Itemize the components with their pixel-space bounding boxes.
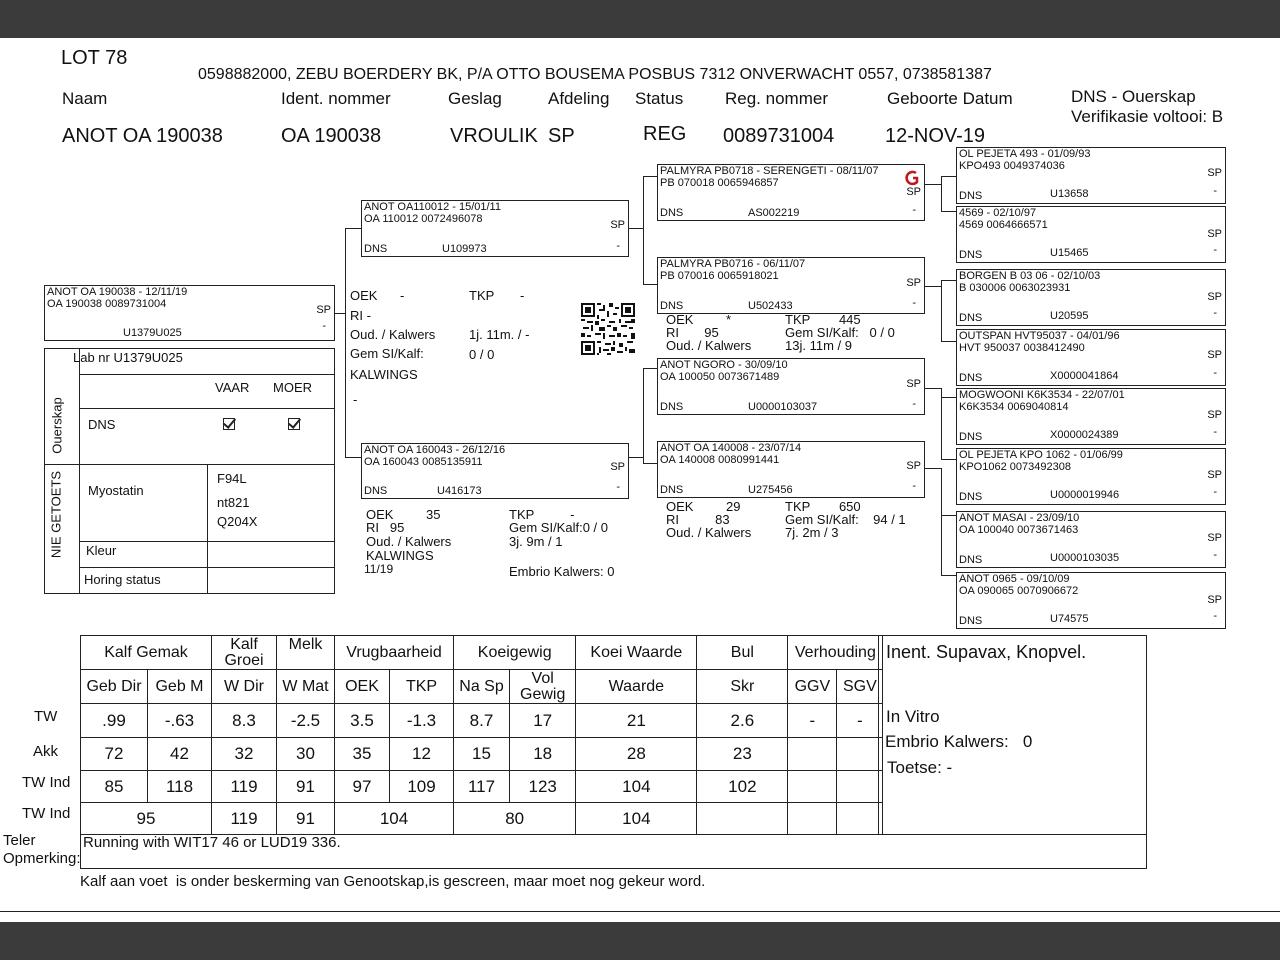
grandparent-2-gem: Gem SI/Kalf: 0 / 0 bbox=[785, 325, 895, 340]
great-grandparent-8-box bbox=[956, 572, 1226, 629]
lab-ouerskap: Ouerskap bbox=[49, 397, 65, 454]
teler-remark-text: Running with WIT17 46 or LUD19 336. bbox=[83, 834, 341, 851]
great-grandparent-4-dns: X0000041864 bbox=[1050, 370, 1119, 382]
sire-oud-value: 1j. 11m. / - bbox=[469, 327, 530, 342]
twind-cell bbox=[788, 771, 837, 803]
sire-name: ANOT OA110012 - 15/01/11 bbox=[364, 201, 501, 213]
great-grandparent-6-dns-label: DNS bbox=[959, 491, 983, 503]
twind-cell: 102 bbox=[697, 771, 788, 803]
col-oek: OEK bbox=[335, 670, 390, 704]
great-grandparent-7-sp: SP bbox=[1207, 532, 1222, 544]
twind-cell: 119 bbox=[212, 771, 277, 803]
red-g-logo-icon bbox=[905, 170, 921, 186]
sire-dash: - bbox=[616, 240, 620, 252]
twind2-cell bbox=[697, 803, 788, 835]
twind-cell: 123 bbox=[510, 771, 576, 803]
lab-moer: MOER bbox=[273, 380, 312, 395]
footnote: Kalf aan voet is onder beskerming van Genootskap,is gescreen, maar moet nog gekeur word. bbox=[80, 873, 706, 890]
value-geboorte: 12-NOV-19 bbox=[885, 125, 986, 147]
value-status: REG bbox=[643, 123, 687, 145]
great-grandparent-3-sp: SP bbox=[1207, 291, 1222, 303]
value-afdeling: SP bbox=[548, 125, 575, 147]
tw-cell: - bbox=[788, 704, 837, 738]
value-naam: ANOT OA 190038 bbox=[62, 125, 223, 147]
grandparent-2-oud: Oud. / Kalwers bbox=[666, 338, 752, 353]
qr-code bbox=[581, 303, 635, 355]
great-grandparent-7-ids: OA 100040 0073671463 bbox=[959, 524, 1079, 536]
header-naam: Naam bbox=[62, 89, 108, 108]
twind-cell: 117 bbox=[454, 771, 510, 803]
great-grandparent-8-dash: - bbox=[1213, 610, 1217, 622]
grandparent-2-sp: SP bbox=[906, 277, 921, 289]
great-grandparent-5-dash: - bbox=[1213, 426, 1217, 438]
teler-label: Teler bbox=[3, 832, 36, 849]
tw-cell: -.63 bbox=[148, 704, 212, 738]
akk-cell: 42 bbox=[148, 738, 212, 771]
row-label-tw-ind-2: TW Ind bbox=[22, 805, 71, 822]
akk-cell bbox=[788, 738, 837, 771]
twind2-cell: 119 bbox=[212, 803, 277, 835]
lab-nie-getoets: NIE GETOETS bbox=[48, 470, 64, 559]
dam-ri: RI 95 bbox=[366, 520, 405, 535]
lab-number: Lab nr U1379U025 bbox=[73, 350, 183, 365]
great-grandparent-8-dns: U74575 bbox=[1050, 613, 1089, 625]
col-sgv: SGV bbox=[837, 670, 883, 704]
great-grandparent-4-ids: HVT 950037 0038412490 bbox=[959, 342, 1085, 354]
lab-m3: Q204X bbox=[217, 514, 258, 529]
twind-cell: 118 bbox=[148, 771, 212, 803]
row-label-tw-ind: TW Ind bbox=[22, 774, 71, 791]
great-grandparent-4-sp: SP bbox=[1207, 349, 1222, 361]
group-koeigewig: Koeigewig bbox=[454, 636, 576, 670]
great-grandparent-1-box bbox=[956, 147, 1226, 204]
header-reg: Reg. nommer bbox=[725, 89, 828, 108]
great-grandparent-3-ids: B 030006 0063023931 bbox=[959, 282, 1071, 294]
dam-dns-label: DNS bbox=[364, 485, 388, 497]
great-grandparent-2-sp: SP bbox=[1207, 228, 1222, 240]
lab-m1: F94L bbox=[217, 471, 247, 486]
great-grandparent-5-ids: K6K3534 0069040814 bbox=[959, 401, 1069, 413]
grandparent-2-name: PALMYRA PB0716 - 06/11/07 bbox=[660, 258, 806, 270]
sire-ri: RI - bbox=[350, 308, 371, 323]
grandparent-1-dash: - bbox=[912, 204, 916, 216]
opmerking-label: Opmerking: bbox=[3, 850, 81, 867]
lab-dns: DNS bbox=[88, 417, 116, 432]
animal-dash: - bbox=[322, 320, 326, 332]
grandparent-4-oud-value: 7j. 2m / 3 bbox=[785, 525, 839, 540]
sire-oek-value: - bbox=[400, 288, 405, 303]
grandparent-4-box bbox=[657, 441, 925, 498]
row-label-akk: Akk bbox=[33, 743, 59, 760]
great-grandparent-8-ids: OA 090065 0070906672 bbox=[959, 585, 1079, 597]
grandparent-1-sp: SP bbox=[906, 186, 921, 198]
group-koei-waarde: Koei Waarde bbox=[576, 636, 697, 670]
great-grandparent-7-dns: U0000103035 bbox=[1050, 552, 1120, 564]
animal-ids: OA 190038 0089731004 bbox=[47, 298, 167, 310]
dam-dns: U416173 bbox=[437, 485, 482, 497]
sire-kalwings-dash: - bbox=[353, 392, 358, 407]
grandparent-2-dns: U502433 bbox=[748, 300, 793, 312]
great-grandparent-2-dns-label: DNS bbox=[959, 249, 983, 261]
grandparent-4-name: ANOT OA 140008 - 23/07/14 bbox=[660, 442, 802, 454]
tw-cell: -2.5 bbox=[277, 704, 335, 738]
header-status: Status bbox=[635, 89, 684, 108]
tw-cell: 8.7 bbox=[454, 704, 510, 738]
dam-oud-value: 3j. 9m / 1 bbox=[509, 534, 563, 549]
great-grandparent-1-dns-label: DNS bbox=[959, 190, 983, 202]
grandparent-4-gem: Gem SI/Kalf: 94 / 1 bbox=[785, 512, 906, 527]
great-grandparent-2-dash: - bbox=[1213, 244, 1217, 256]
grandparent-3-ids: OA 100050 0073671489 bbox=[660, 371, 780, 383]
sire-tkp-value: - bbox=[520, 288, 525, 303]
sire-box bbox=[361, 200, 629, 257]
twind2-cell bbox=[837, 803, 883, 835]
grandparent-3-dns-label: DNS bbox=[660, 401, 684, 413]
vaar-check-icon bbox=[223, 418, 235, 430]
lab-m2: nt821 bbox=[217, 495, 250, 510]
akk-cell: 32 bbox=[212, 738, 277, 771]
lab-horing: Horing status bbox=[84, 572, 161, 587]
grandparent-2-dash: - bbox=[912, 297, 916, 309]
lab-kleur: Kleur bbox=[86, 543, 117, 558]
grandparent-2-oek: OEK * bbox=[666, 312, 732, 327]
grandparent-3-dns: U0000103037 bbox=[748, 401, 818, 413]
grandparent-3-sp: SP bbox=[906, 378, 921, 390]
grandparent-1-dns-label: DNS bbox=[660, 207, 684, 219]
col-tkp: TKP bbox=[390, 670, 454, 704]
sire-kalwings: KALWINGS bbox=[350, 367, 418, 382]
great-grandparent-2-dns: U15465 bbox=[1050, 247, 1089, 259]
bottom-bar bbox=[0, 922, 1280, 960]
great-grandparent-2-box bbox=[956, 206, 1226, 263]
akk-cell: 15 bbox=[454, 738, 510, 771]
sire-gem: Gem SI/Kalf: bbox=[350, 346, 424, 361]
grandparent-1-name: PALMYRA PB0718 - SERENGETI - 08/11/07 bbox=[660, 165, 879, 177]
great-grandparent-3-box bbox=[956, 269, 1226, 326]
great-grandparent-6-dns: U0000019946 bbox=[1050, 489, 1120, 501]
dam-dash: - bbox=[616, 481, 620, 493]
moer-check-icon bbox=[288, 418, 300, 430]
sire-oud: Oud. / Kalwers bbox=[350, 327, 436, 342]
great-grandparent-1-ids: KPO493 0049374036 bbox=[959, 160, 1065, 172]
header-geslag: Geslag bbox=[448, 89, 502, 108]
great-grandparent-5-sp: SP bbox=[1207, 409, 1222, 421]
owner-info: 0598882000, ZEBU BOERDERY BK, P/A OTTO BOUSEMA POSBUS 7312 ONVERWACHT 0557, 0738581387 bbox=[198, 66, 992, 83]
great-grandparent-8-name: ANOT 0965 - 09/10/09 bbox=[959, 573, 1070, 585]
twind2-cell: 104 bbox=[335, 803, 454, 835]
twind2-cell: 95 bbox=[81, 803, 212, 835]
group-bul: Bul bbox=[697, 636, 788, 670]
sire-oek: OEK bbox=[350, 288, 378, 303]
dam-gem: Gem SI/Kalf:0 / 0 bbox=[509, 520, 608, 535]
great-grandparent-3-name: BORGEN B 03 06 - 02/10/03 bbox=[959, 270, 1101, 282]
twind-cell: 85 bbox=[81, 771, 148, 803]
animal-sp: SP bbox=[316, 304, 331, 316]
sire-tkp: TKP bbox=[469, 288, 495, 303]
tw-cell: - bbox=[837, 704, 883, 738]
sire-sp: SP bbox=[610, 219, 625, 231]
col-geb-dir: Geb Dir bbox=[81, 670, 148, 704]
header-verifikasie: Verifikasie voltooi: B bbox=[1071, 107, 1224, 126]
col-na-sp: Na Sp bbox=[454, 670, 510, 704]
tw-cell: 2.6 bbox=[697, 704, 788, 738]
header-ident: Ident. nommer bbox=[281, 89, 391, 108]
great-grandparent-6-dash: - bbox=[1213, 486, 1217, 498]
grandparent-1-box bbox=[657, 164, 925, 221]
grandparent-2-ids: PB 070016 0065918021 bbox=[660, 270, 779, 282]
twind-cell: 91 bbox=[277, 771, 335, 803]
tw-cell: 21 bbox=[576, 704, 697, 738]
dam-name: ANOT OA 160043 - 26/12/16 bbox=[364, 444, 506, 456]
great-grandparent-6-ids: KPO1062 0073492308 bbox=[959, 461, 1071, 473]
tw-cell: -1.3 bbox=[390, 704, 454, 738]
great-grandparent-1-dns: U13658 bbox=[1050, 188, 1089, 200]
grandparent-2-ri: RI 95 bbox=[666, 325, 719, 340]
dam-kalwings: KALWINGS bbox=[366, 548, 434, 563]
dam-embrio: Embrio Kalwers: 0 bbox=[509, 564, 615, 579]
great-grandparent-1-dash: - bbox=[1213, 185, 1217, 197]
great-grandparent-4-dns-label: DNS bbox=[959, 372, 983, 384]
great-grandparent-3-dash: - bbox=[1213, 307, 1217, 319]
animal-name: ANOT OA 190038 - 12/11/19 bbox=[47, 286, 188, 298]
grandparent-4-dns: U275456 bbox=[748, 484, 793, 496]
toetse-text: Toetse: - bbox=[887, 758, 953, 777]
group-kalf-groei: Kalf Groei bbox=[212, 636, 277, 670]
grandparent-4-dns-label: DNS bbox=[660, 484, 684, 496]
great-grandparent-4-name: OUTSPAN HVT95037 - 04/01/96 bbox=[959, 330, 1120, 342]
akk-cell: 35 bbox=[335, 738, 390, 771]
great-grandparent-5-name: MOGWOONI K6K3534 - 22/07/01 bbox=[959, 389, 1125, 401]
great-grandparent-1-name: OL PEJETA 493 - 01/09/93 bbox=[959, 148, 1091, 160]
akk-cell: 28 bbox=[576, 738, 697, 771]
akk-cell: 72 bbox=[81, 738, 148, 771]
grandparent-4-ids: OA 140008 0080991441 bbox=[660, 454, 780, 466]
tw-cell: .99 bbox=[81, 704, 148, 738]
great-grandparent-5-dns: X0000024389 bbox=[1050, 429, 1119, 441]
dam-oud: Oud. / Kalwers bbox=[366, 534, 452, 549]
grandparent-4-ri: RI 83 bbox=[666, 512, 730, 527]
grandparent-3-dash: - bbox=[912, 398, 916, 410]
lot-number: LOT 78 bbox=[61, 47, 128, 69]
in-vitro-text: In Vitro bbox=[886, 707, 940, 726]
great-grandparent-6-box bbox=[956, 448, 1226, 505]
value-reg: 0089731004 bbox=[723, 125, 835, 147]
group-kalf-gemak: Kalf Gemak bbox=[81, 636, 212, 670]
top-bar bbox=[0, 0, 1280, 38]
group-melk: Melk bbox=[277, 636, 335, 670]
animal-box bbox=[44, 285, 335, 341]
lab-vaar: VAAR bbox=[215, 380, 250, 395]
grandparent-4-tkp: TKP 650 bbox=[785, 499, 861, 514]
header-geboorte: Geboorte Datum bbox=[887, 89, 1013, 108]
great-grandparent-8-sp: SP bbox=[1207, 594, 1222, 606]
grandparent-2-dns-label: DNS bbox=[660, 300, 684, 312]
great-grandparent-7-dns-label: DNS bbox=[959, 554, 983, 566]
twind-cell: 104 bbox=[576, 771, 697, 803]
sire-dns: U109973 bbox=[442, 243, 487, 255]
group-vrugbaarheid: Vrugbaarheid bbox=[335, 636, 454, 670]
tw-cell: 8.3 bbox=[212, 704, 277, 738]
grandparent-4-dash: - bbox=[912, 480, 916, 492]
dam-tkp: TKP - bbox=[509, 507, 575, 522]
row-label-tw: TW bbox=[34, 708, 58, 725]
great-grandparent-8-dns-label: DNS bbox=[959, 615, 983, 627]
sire-dns-label: DNS bbox=[364, 243, 388, 255]
col-ggv: GGV bbox=[788, 670, 837, 704]
grandparent-2-tkp: TKP 445 bbox=[785, 312, 861, 327]
col-waarde: Waarde bbox=[576, 670, 697, 704]
akk-cell: 23 bbox=[697, 738, 788, 771]
dam-kalwings-date: 11/19 bbox=[364, 562, 394, 576]
great-grandparent-5-dns-label: DNS bbox=[959, 431, 983, 443]
great-grandparent-5-box bbox=[956, 388, 1226, 445]
akk-cell: 18 bbox=[510, 738, 576, 771]
great-grandparent-3-dns-label: DNS bbox=[959, 312, 983, 324]
great-grandparent-4-dash: - bbox=[1213, 367, 1217, 379]
great-grandparent-2-ids: 4569 0064666571 bbox=[959, 219, 1048, 231]
twind2-cell bbox=[788, 803, 837, 835]
dam-box bbox=[361, 443, 629, 499]
dam-oek: OEK 35 bbox=[366, 507, 441, 522]
grandparent-2-oud-value: 13j. 11m / 9 bbox=[785, 338, 852, 353]
grandparent-3-box bbox=[657, 358, 925, 415]
group-verhouding: Verhouding bbox=[788, 636, 883, 670]
akk-cell: 30 bbox=[277, 738, 335, 771]
tw-cell: 17 bbox=[510, 704, 576, 738]
twind2-cell: 91 bbox=[277, 803, 335, 835]
header-afdeling: Afdeling bbox=[548, 89, 610, 108]
twind2-cell: 104 bbox=[576, 803, 697, 835]
dam-sp: SP bbox=[610, 461, 625, 473]
grandparent-4-oud: Oud. / Kalwers bbox=[666, 525, 752, 540]
akk-cell: 12 bbox=[390, 738, 454, 771]
breeding-values-table bbox=[80, 635, 883, 835]
grandparent-3-name: ANOT NGORO - 30/09/10 bbox=[660, 359, 788, 371]
col-w-dir: W Dir bbox=[212, 670, 277, 704]
col-vol-gewig: Vol Gewig bbox=[510, 670, 576, 704]
twind-cell bbox=[837, 771, 883, 803]
twind-cell: 109 bbox=[390, 771, 454, 803]
great-grandparent-6-sp: SP bbox=[1207, 469, 1222, 481]
great-grandparent-4-box bbox=[956, 329, 1226, 386]
great-grandparent-7-name: ANOT MASAI - 23/09/10 bbox=[959, 512, 1080, 524]
akk-cell bbox=[837, 738, 883, 771]
col-geb-m: Geb M bbox=[148, 670, 212, 704]
inent-text: Inent. Supavax, Knopvel. bbox=[886, 642, 1087, 662]
twind-cell: 97 bbox=[335, 771, 390, 803]
tw-cell: 3.5 bbox=[335, 704, 390, 738]
lab-myostatin: Myostatin bbox=[88, 483, 144, 498]
col-w-mat: W Mat bbox=[277, 670, 335, 704]
animal-dns: U1379U025 bbox=[123, 327, 182, 339]
value-geslag: VROULIK bbox=[450, 125, 538, 147]
great-grandparent-1-sp: SP bbox=[1207, 167, 1222, 179]
grandparent-1-ids: PB 070018 0065946857 bbox=[660, 177, 779, 189]
embrio-kalwers-text: Embrio Kalwers: 0 bbox=[885, 732, 1033, 751]
grandparent-4-sp: SP bbox=[906, 460, 921, 472]
grandparent-1-dns: AS002219 bbox=[748, 207, 800, 219]
twind2-cell: 80 bbox=[454, 803, 576, 835]
sire-ids: OA 110012 0072496078 bbox=[364, 213, 483, 225]
sire-gem-value: 0 / 0 bbox=[469, 347, 495, 362]
great-grandparent-7-box bbox=[956, 511, 1226, 568]
great-grandparent-3-dns: U20595 bbox=[1050, 310, 1089, 322]
value-ident: OA 190038 bbox=[281, 125, 382, 147]
grandparent-4-oek: OEK 29 bbox=[666, 499, 741, 514]
dam-ids: OA 160043 0085135911 bbox=[364, 456, 483, 468]
great-grandparent-6-name: OL PEJETA KPO 1062 - 01/06/99 bbox=[959, 449, 1123, 461]
bottom-divider bbox=[0, 911, 1280, 912]
great-grandparent-7-dash: - bbox=[1213, 549, 1217, 561]
header-dns: DNS - Ouerskap bbox=[1071, 87, 1196, 106]
grandparent-2-box bbox=[657, 257, 925, 314]
col-skr: Skr bbox=[697, 670, 788, 704]
great-grandparent-2-name: 4569 - 02/10/97 bbox=[959, 207, 1037, 219]
